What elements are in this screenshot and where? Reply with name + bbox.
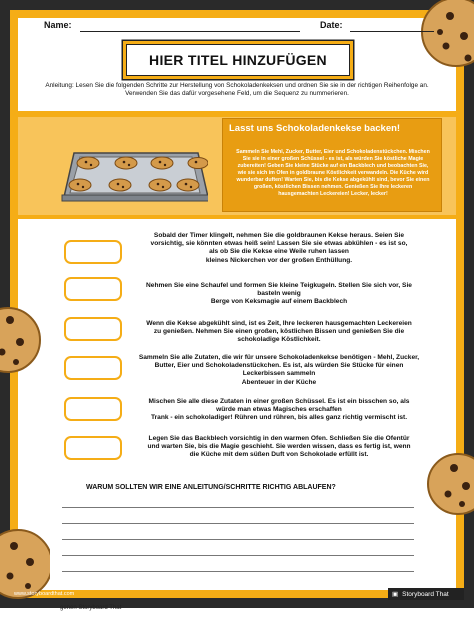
answer-box-6[interactable] [64,436,122,460]
writing-line-2[interactable] [62,523,414,524]
step-text-6: Legen Sie das Backblech vorsichtig in den warmen Ofen. Schließen Sie die Ofentür und warten Sie, bis die Magie geschieht. Sie werden wissen, dass es fertig ist, wenn die Küche mit dem süßen Duft von Schokolade erfüllt ist. [147,435,411,459]
answer-box-2[interactable] [64,277,122,301]
answer-box-5[interactable] [64,397,122,421]
reflection-question: WARUM SOLLTEN WIR EINE ANLEITUNG/SCHRITTE RICHTIG ABLAUFEN? [86,484,336,491]
logo-icon: ▣ [392,591,399,598]
name-line[interactable] [80,31,300,32]
banner-card [222,118,442,212]
date-line[interactable] [350,31,434,32]
writing-line-5[interactable] [62,571,414,572]
date-label: Date: [320,20,343,30]
instructions-line-1: Anleitung: Lesen Sie die folgenden Schritte zur Herstellung von Schokoladenkeksen und ordnen Sie sie in der richtigen Reihenfolge an. [45,82,429,89]
instructions [28,82,446,98]
step-text-5: Mischen Sie alle diese Zutaten in einer großen Schüssel. Es ist ein bisschen so, als würde man etwas Magisches erschaffen Trank - ein schokoladiger! Rühren und rühren, bis alles ganz richtig vermischt ist. [148,398,410,422]
cookie-top-right-icon [420,0,474,88]
answer-box-1[interactable] [64,240,122,264]
name-label: Name: [44,20,72,30]
step-text-1: Sobald der Timer klingelt, nehmen Sie die goldbraunen Kekse heraus. Seien Sie vorsichtig, sie könnten etwas heiß sein! Lassen Sie sie etwas abkühlen - es ist so, als ob Sie die Kekse eine Weile ruhen lassen kleines Nickerchen vor der großen Enthüllung. [150,232,408,264]
answer-box-4[interactable] [64,356,122,380]
writing-line-3[interactable] [62,539,414,540]
worksheet-title: HIER TITEL HINZUFÜGEN [126,44,350,76]
banner-text: Sammeln Sie Mehl, Zucker, Butter, Eier und Schokoladenstückchen. Mischen Sie sie in einer großen Schüssel - es ist, als würden Sie köstliche Magie zubereiten! Geben Sie kleine Stücke auf ein Backblech und beobachten Sie, wie sie sich im Ofen in goldbraune Köstlichkeit verwandeln. Die Küche wird wunderbar duften! Warten Sie, bis die Kekse abgekühlt sind, bevor Sie einen großen, köstlichen Bissen nehmen. Genießen Sie Ihre leckeren hausgemachten Leckereien! Lecker, lecker! [236,149,430,197]
banner-title: Lasst uns Schokoladenkekse backen! [229,123,401,134]
date-field[interactable] [320,20,343,30]
footer-credit: genen Storyboard That [60,605,122,611]
instructions-line-2: Verwenden Sie das dafür vorgesehene Feld, um die Sequenz zu nummerieren. [125,90,349,98]
name-field[interactable] [44,20,72,30]
footer-url[interactable]: www.storyboardthat.com [14,591,75,597]
storyboard-that-logo[interactable] [388,588,464,600]
cookie-left-icon [0,290,42,390]
writing-line-1[interactable] [62,507,414,508]
answer-box-3[interactable] [64,317,122,341]
cookie-tray-icon [58,145,208,207]
step-text-3: Wenn die Kekse abgekühlt sind, ist es Zeit, Ihre leckeren hausgemachten Leckereien zu genießen. Nehmen Sie einen großen, köstlichen Bissen und genießen Sie die schokoladige Köstlichkeit. [146,320,412,344]
step-text-4: Sammeln Sie alle Zutaten, die wir für unsere Schokoladenkekse benötigen - Mehl, Zucker, Butter, Eier und Schokoladenstückchen. Es ist, als würden Sie Stücke für einen Leckerbissen sammeln Abenteuer in der Küche [138,354,420,386]
logo-text: Storyboard That [402,590,449,598]
writing-line-4[interactable] [62,555,414,556]
step-text-2: Nehmen Sie eine Schaufel und formen Sie kleine Teigkugeln. Stellen Sie sich vor, Sie basteln wenig Berge von Keksmagie auf einem Backblech [146,282,412,306]
